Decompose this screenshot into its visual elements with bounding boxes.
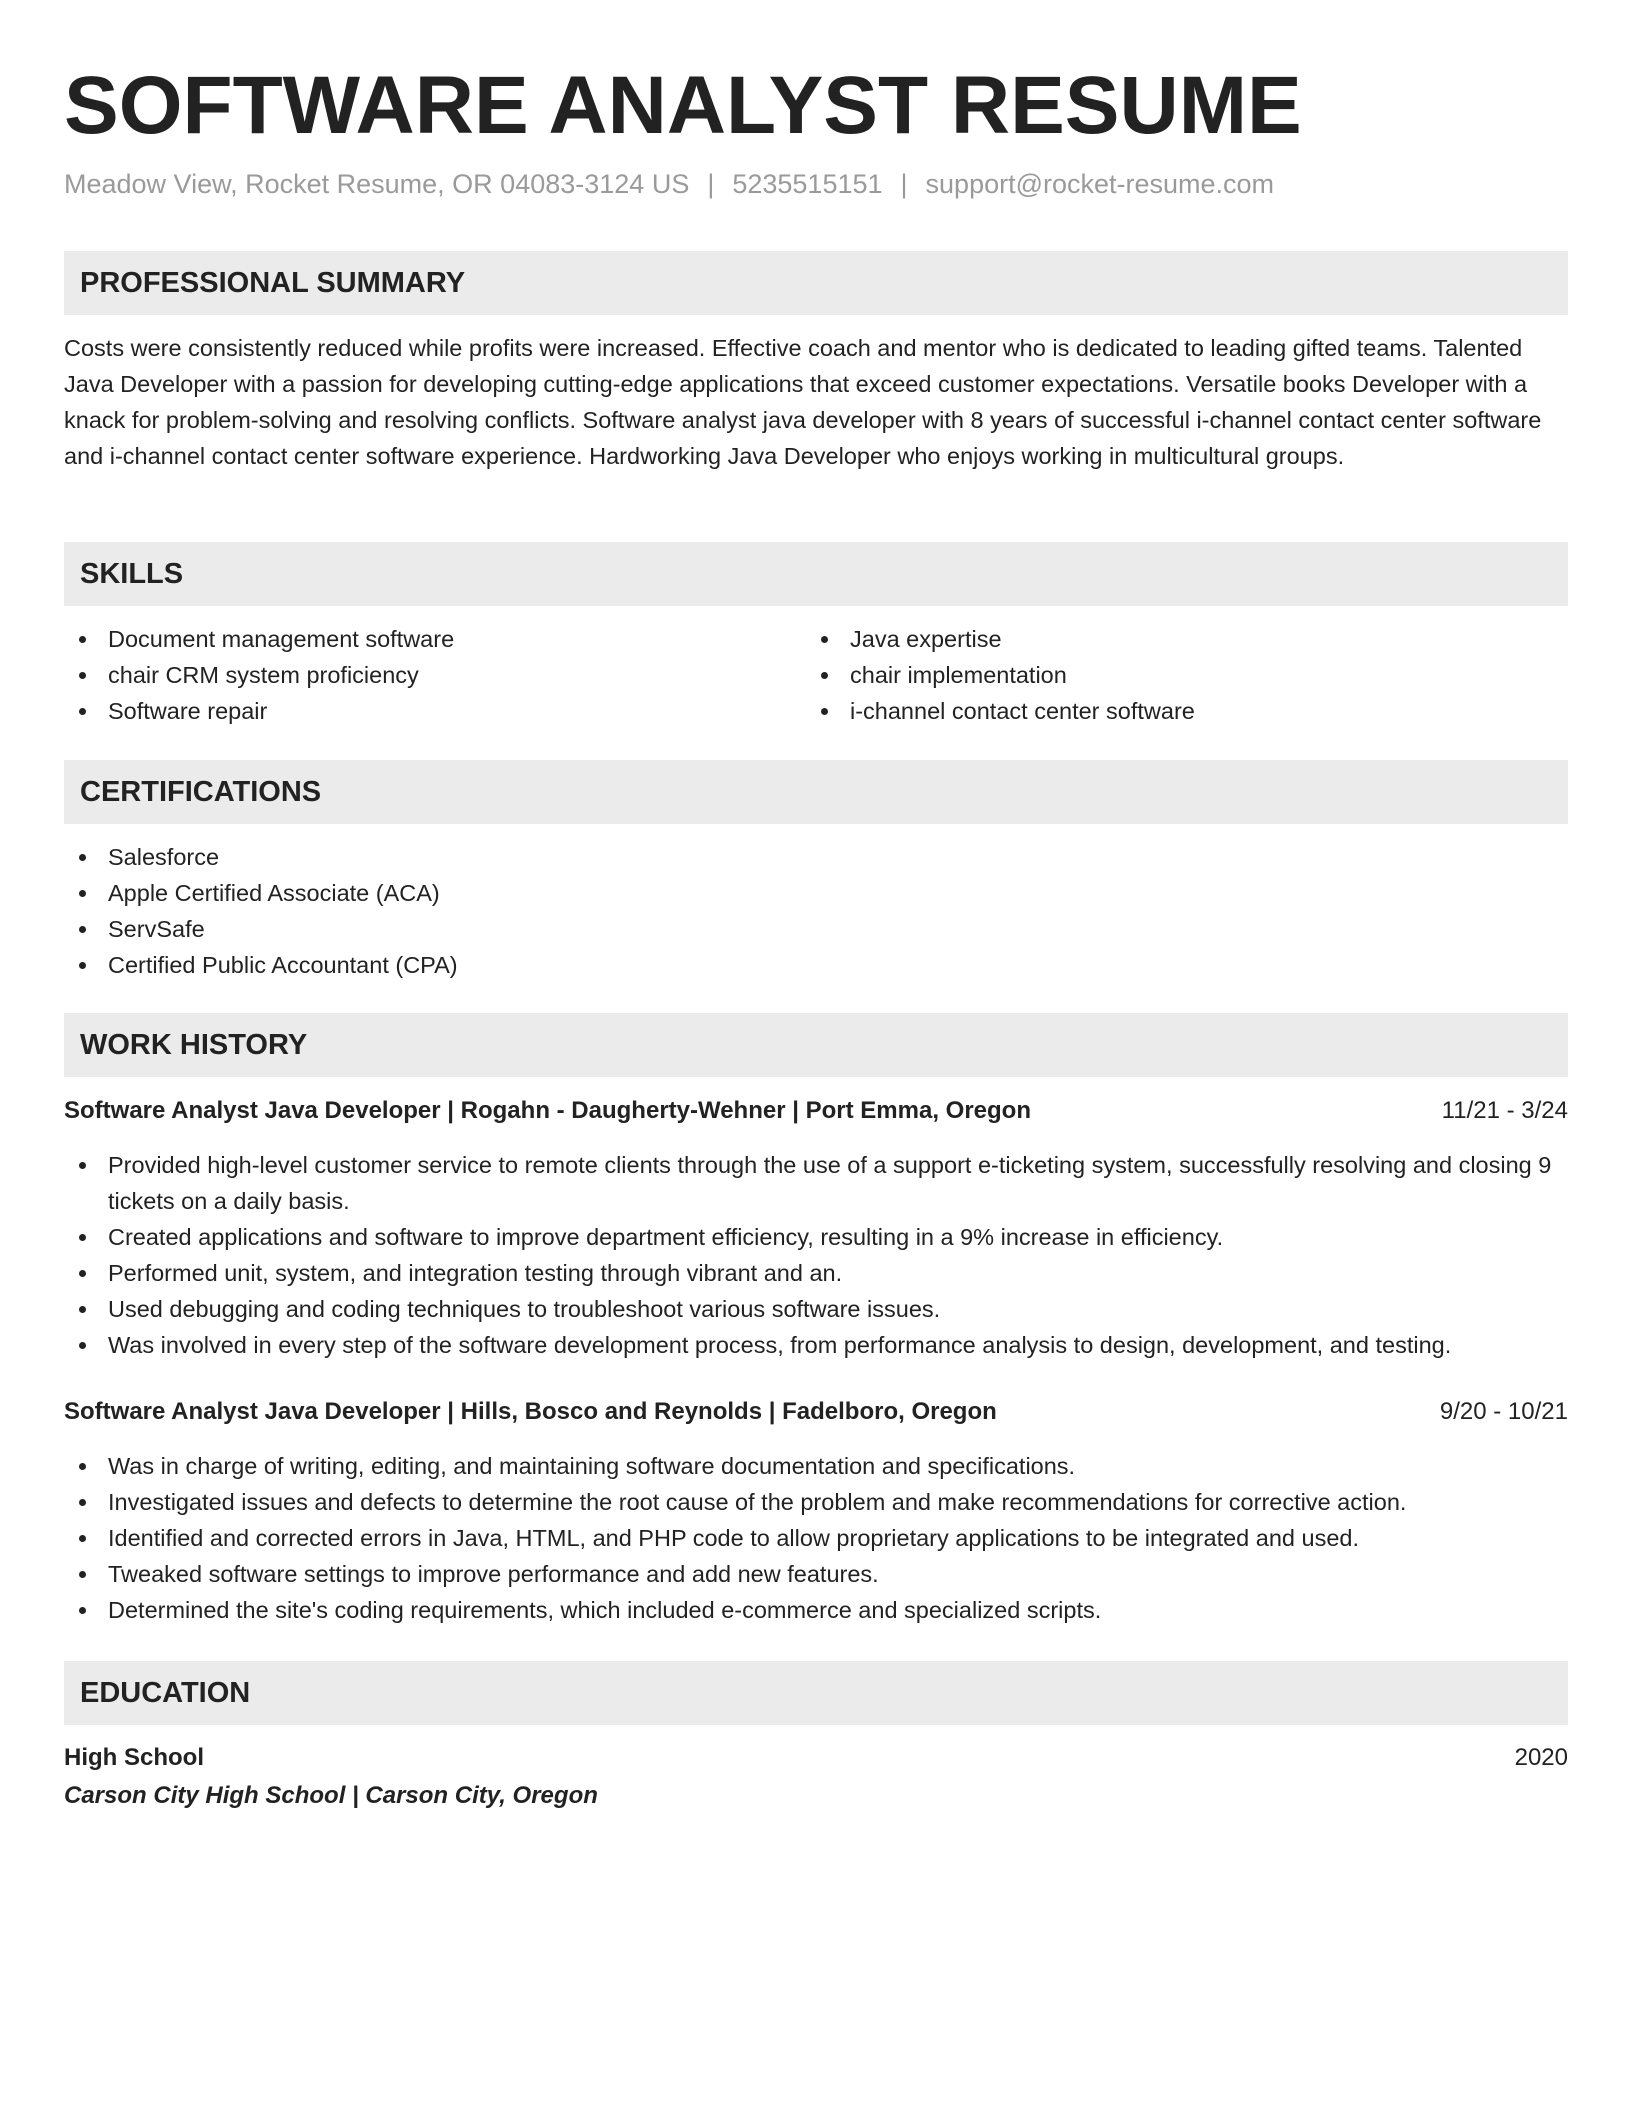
job-bullet: Created applications and software to improve department efficiency, resulting in a 9% increase in efficiency. bbox=[64, 1219, 1568, 1255]
job-bullet: Used debugging and coding techniques to troubleshoot various software issues. bbox=[64, 1291, 1568, 1327]
skill-item: chair implementation bbox=[806, 657, 1506, 693]
job-dates: 9/20 - 10/21 bbox=[1439, 1398, 1568, 1425]
skill-item: Software repair bbox=[64, 693, 764, 729]
education-school: Carson City High School | Carson City, Oregon bbox=[64, 1782, 598, 1809]
job-bullet: Was in charge of writing, editing, and maintaining software documentation and specifications. bbox=[64, 1448, 1568, 1484]
contact-address: Meadow View, Rocket Resume, OR 04083-3124 US bbox=[64, 169, 690, 199]
section-certifications-header bbox=[64, 760, 1568, 824]
job-bullet: Tweaked software settings to improve performance and add new features. bbox=[64, 1556, 1568, 1592]
education-header bbox=[64, 1740, 1568, 1776]
certification-item: Certified Public Accountant (CPA) bbox=[64, 947, 1568, 983]
contact-separator: | bbox=[707, 169, 715, 199]
education-degree: High School bbox=[64, 1744, 204, 1771]
contact-line bbox=[64, 166, 1274, 202]
job-bullet: Investigated issues and defects to determine the root cause of the problem and make recommendations for corrective action. bbox=[64, 1484, 1568, 1520]
section-heading: SKILLS bbox=[80, 558, 184, 590]
skill-item: Document management software bbox=[64, 621, 764, 657]
job-header bbox=[64, 1093, 1568, 1129]
section-heading: WORK HISTORY bbox=[80, 1029, 308, 1061]
education-year: 2020 bbox=[1514, 1744, 1568, 1771]
section-heading: PROFESSIONAL SUMMARY bbox=[80, 267, 466, 299]
contact-phone: 5235515151 bbox=[732, 169, 883, 199]
job-header bbox=[64, 1394, 1568, 1430]
skill-item: Java expertise bbox=[806, 621, 1506, 657]
section-heading: CERTIFICATIONS bbox=[80, 776, 322, 808]
certification-item: Apple Certified Associate (ACA) bbox=[64, 875, 1568, 911]
section-heading: EDUCATION bbox=[80, 1677, 251, 1709]
section-summary-header bbox=[64, 251, 1568, 315]
job-bullet: Provided high-level customer service to remote clients through the use of a support e-ticketing system, successfully resolving and closing 9 tickets on a daily basis. bbox=[64, 1147, 1568, 1219]
skill-item: chair CRM system proficiency bbox=[64, 657, 764, 693]
contact-separator: | bbox=[900, 169, 908, 199]
job-title: Software Analyst Java Developer | Rogahn - Daugherty-Wehner | Port Emma, Oregon bbox=[64, 1097, 1031, 1124]
skills-list-left bbox=[64, 621, 764, 729]
summary-text: Costs were consistently reduced while profits were increased. Effective coach and mentor who is dedicated to leading gifted teams. Talented Java Developer with a passion for developing cutting-edge applications that exceed customer expectations. Versatile books Developer with a knack for problem-solving and resolving conflicts. Software analyst java developer with 8 years of successful i-channel contact center software and i-channel contact center software experience. Hardworking Java Developer who enjoys working in multicultural groups. bbox=[64, 335, 1542, 469]
certification-item: ServSafe bbox=[64, 911, 1568, 947]
certifications-list bbox=[64, 839, 1568, 983]
section-education-header bbox=[64, 1661, 1568, 1725]
skills-list-right bbox=[806, 621, 1506, 729]
job-bullets bbox=[64, 1147, 1568, 1363]
job-bullet: Performed unit, system, and integration testing through vibrant and an. bbox=[64, 1255, 1568, 1291]
job-bullet: Identified and corrected errors in Java, HTML, and PHP code to allow proprietary applications to be integrated and used. bbox=[64, 1520, 1568, 1556]
job-bullet: Determined the site's coding requirements, which included e-commerce and specialized scripts. bbox=[64, 1592, 1568, 1628]
job-dates: 11/21 - 3/24 bbox=[1441, 1097, 1568, 1124]
section-skills-header bbox=[64, 542, 1568, 606]
skill-item: i-channel contact center software bbox=[806, 693, 1506, 729]
contact-email: support@rocket-resume.com bbox=[925, 169, 1275, 199]
job-title: Software Analyst Java Developer | Hills, Bosco and Reynolds | Fadelboro, Oregon bbox=[64, 1398, 997, 1425]
job-bullets bbox=[64, 1448, 1568, 1628]
section-work-header bbox=[64, 1013, 1568, 1077]
certification-item: Salesforce bbox=[64, 839, 1568, 875]
resume-title: SOFTWARE ANALYST RESUME bbox=[64, 60, 1302, 151]
job-bullet: Was involved in every step of the software development process, from performance analysis to design, development, and testing. bbox=[64, 1327, 1568, 1363]
